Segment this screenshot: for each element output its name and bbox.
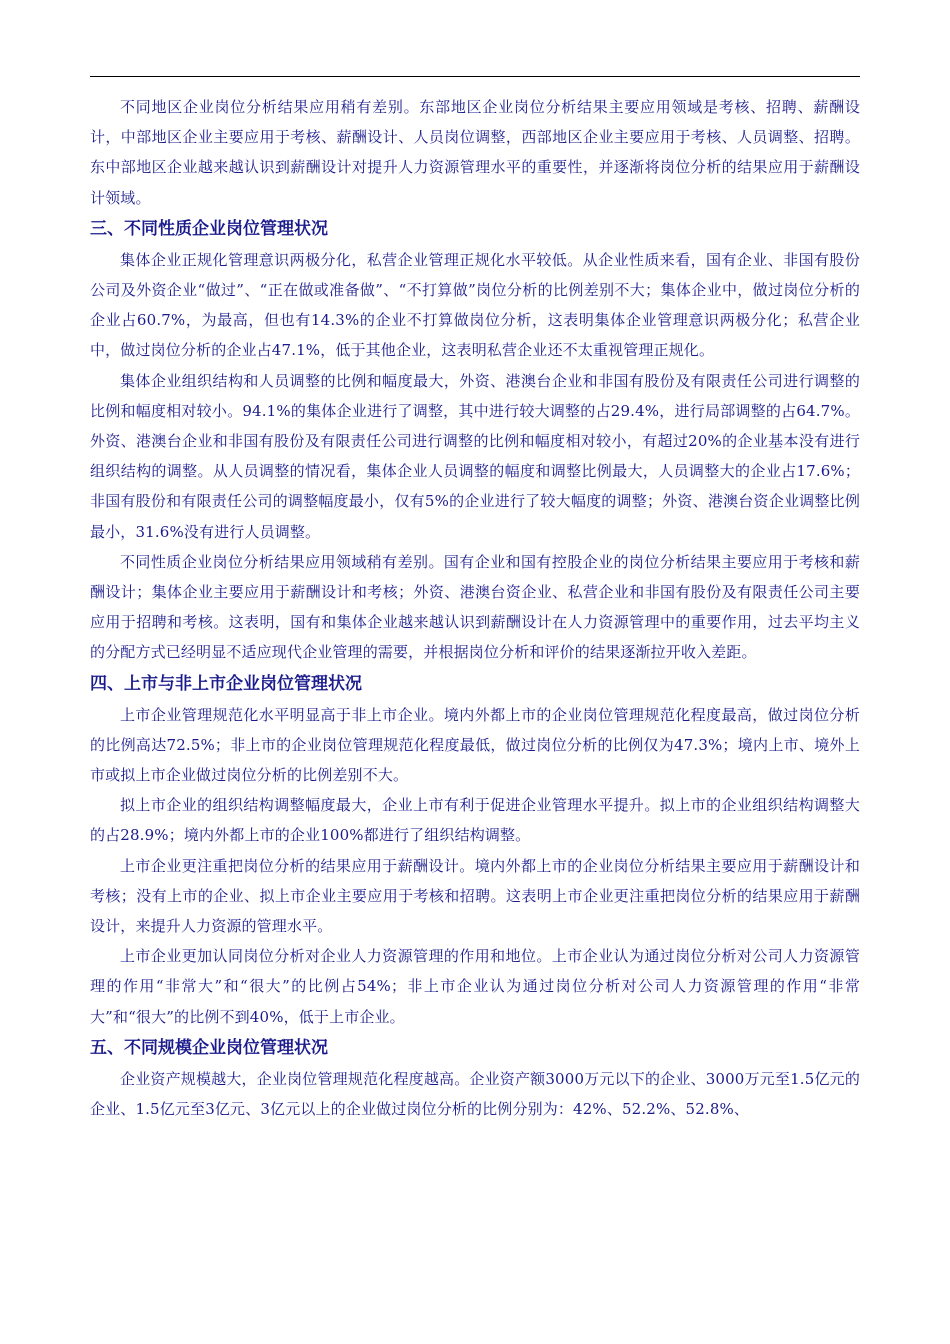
section-heading-3: 三、不同性质企业岗位管理状况 bbox=[90, 218, 328, 239]
paragraph-ownership-awareness: 集体企业正规化管理意识两极分化，私营企业管理正规化水平较低。从企业性质来看，国有企业、非国有股份公司及外资企业“做过”、“正在做或准备做”、“不打算做”岗位分析的比例差别不大；集体企业中，做过岗位分析的企业占60.7%，为最高，但也有14.3%的企业不打算做岗位分析，这表明集体企业管理意识两极分化；私营企业中，做过岗位分析的企业占47.1%，低于其他企业，这表明私营企业还不太重视管理正规化。 bbox=[90, 250, 860, 360]
header-rule bbox=[90, 76, 860, 77]
paragraph-ownership-application: 不同性质企业岗位分析结果应用领域稍有差别。国有企业和国有控股企业的岗位分析结果主要应用于考核和薪酬设计；集体企业主要应用于薪酬设计和考核；外资、港澳台资企业、私营企业和非国有股份及有限责任公司主要应用于招聘和考核。这表明，国有和集体企业越来越认识到薪酬设计在人力资源管理中的重要作用，过去平均主义的分配方式已经明显不适应现代企业管理的需要，并根据岗位分析和评价的结果逐渐拉开收入差距。 bbox=[90, 552, 860, 662]
paragraph-listed-standardization: 上市企业管理规范化水平明显高于非上市企业。境内外都上市的企业岗位管理规范化程度最高，做过岗位分析的比例高达72.5%；非上市的企业岗位管理规范化程度最低，做过岗位分析的比例仅为47.3%；境内上市、境外上市或拟上市企业做过岗位分析的比例差别不大。 bbox=[90, 705, 860, 785]
section-heading-5: 五、不同规模企业岗位管理状况 bbox=[90, 1037, 328, 1058]
paragraph-listed-restructuring: 拟上市企业的组织结构调整幅度最大，企业上市有利于促进企业管理水平提升。拟上市的企业组织结构调整大的占28.9%；境内外都上市的企业100%都进行了组织结构调整。 bbox=[90, 796, 860, 845]
paragraph-regional-application: 不同地区企业岗位分析结果应用稍有差别。东部地区企业岗位分析结果主要应用领域是考核、招聘、薪酬设计，中部地区企业主要应用于考核、薪酬设计、人员岗位调整，西部地区企业主要应用于考核、人员调整、招聘。东中部地区企业越来越认识到薪酬设计对提升人力资源管理水平的重要性，并逐渐将岗位分析的结果应用于薪酬设计领域。 bbox=[90, 98, 860, 207]
paragraph-listed-salary: 上市企业更注重把岗位分析的结果应用于薪酬设计。境内外都上市的企业岗位分析结果主要应用于薪酬设计和考核；没有上市的企业、拟上市企业主要应用于考核和招聘。这表明上市企业更注重把岗位分析的结果应用于薪酬设计，来提升人力资源的管理水平。 bbox=[90, 856, 860, 936]
paragraph-listed-recognition: 上市企业更加认同岗位分析对企业人力资源管理的作用和地位。上市企业认为通过岗位分析对公司人力资源管理的作用“非常大”和“很大”的比例占54%；非上市企业认为通过岗位分析对公司人力资源管理的作用“非常大”和“很大”的比例不到40%，低于上市企业。 bbox=[90, 947, 860, 1026]
section-heading-4: 四、上市与非上市企业岗位管理状况 bbox=[90, 673, 362, 694]
document-body bbox=[90, 92, 860, 1124]
paragraph-ownership-restructuring: 集体企业组织结构和人员调整的比例和幅度最大，外资、港澳台企业和非国有股份及有限责任公司进行调整的比例和幅度相对较小。94.1%的集体企业进行了调整，其中进行较大调整的占29.4%，进行局部调整的占64.7%。外资、港澳台企业和非国有股份及有限责任公司进行调整的比例和幅度相对较小，有超过20%的企业基本没有进行组织结构的调整。从人员调整的情况看，集体企业人员调整的幅度和调整比例最大，人员调整大的企业占17.6%；非国有股份和有限责任公司的调整幅度最小，仅有5%的企业进行了较大幅度的调整；外资、港澳台资企业调整比例最小，31.6%没有进行人员调整。 bbox=[90, 371, 860, 541]
paragraph-scale-standardization: 企业资产规模越大，企业岗位管理规范化程度越高。企业资产额3000万元以下的企业、3000万元至1.5亿元的企业、1.5亿元至3亿元、3亿元以上的企业做过岗位分析的比例分别为：42%、52.2%、52.8%、 bbox=[90, 1069, 860, 1119]
